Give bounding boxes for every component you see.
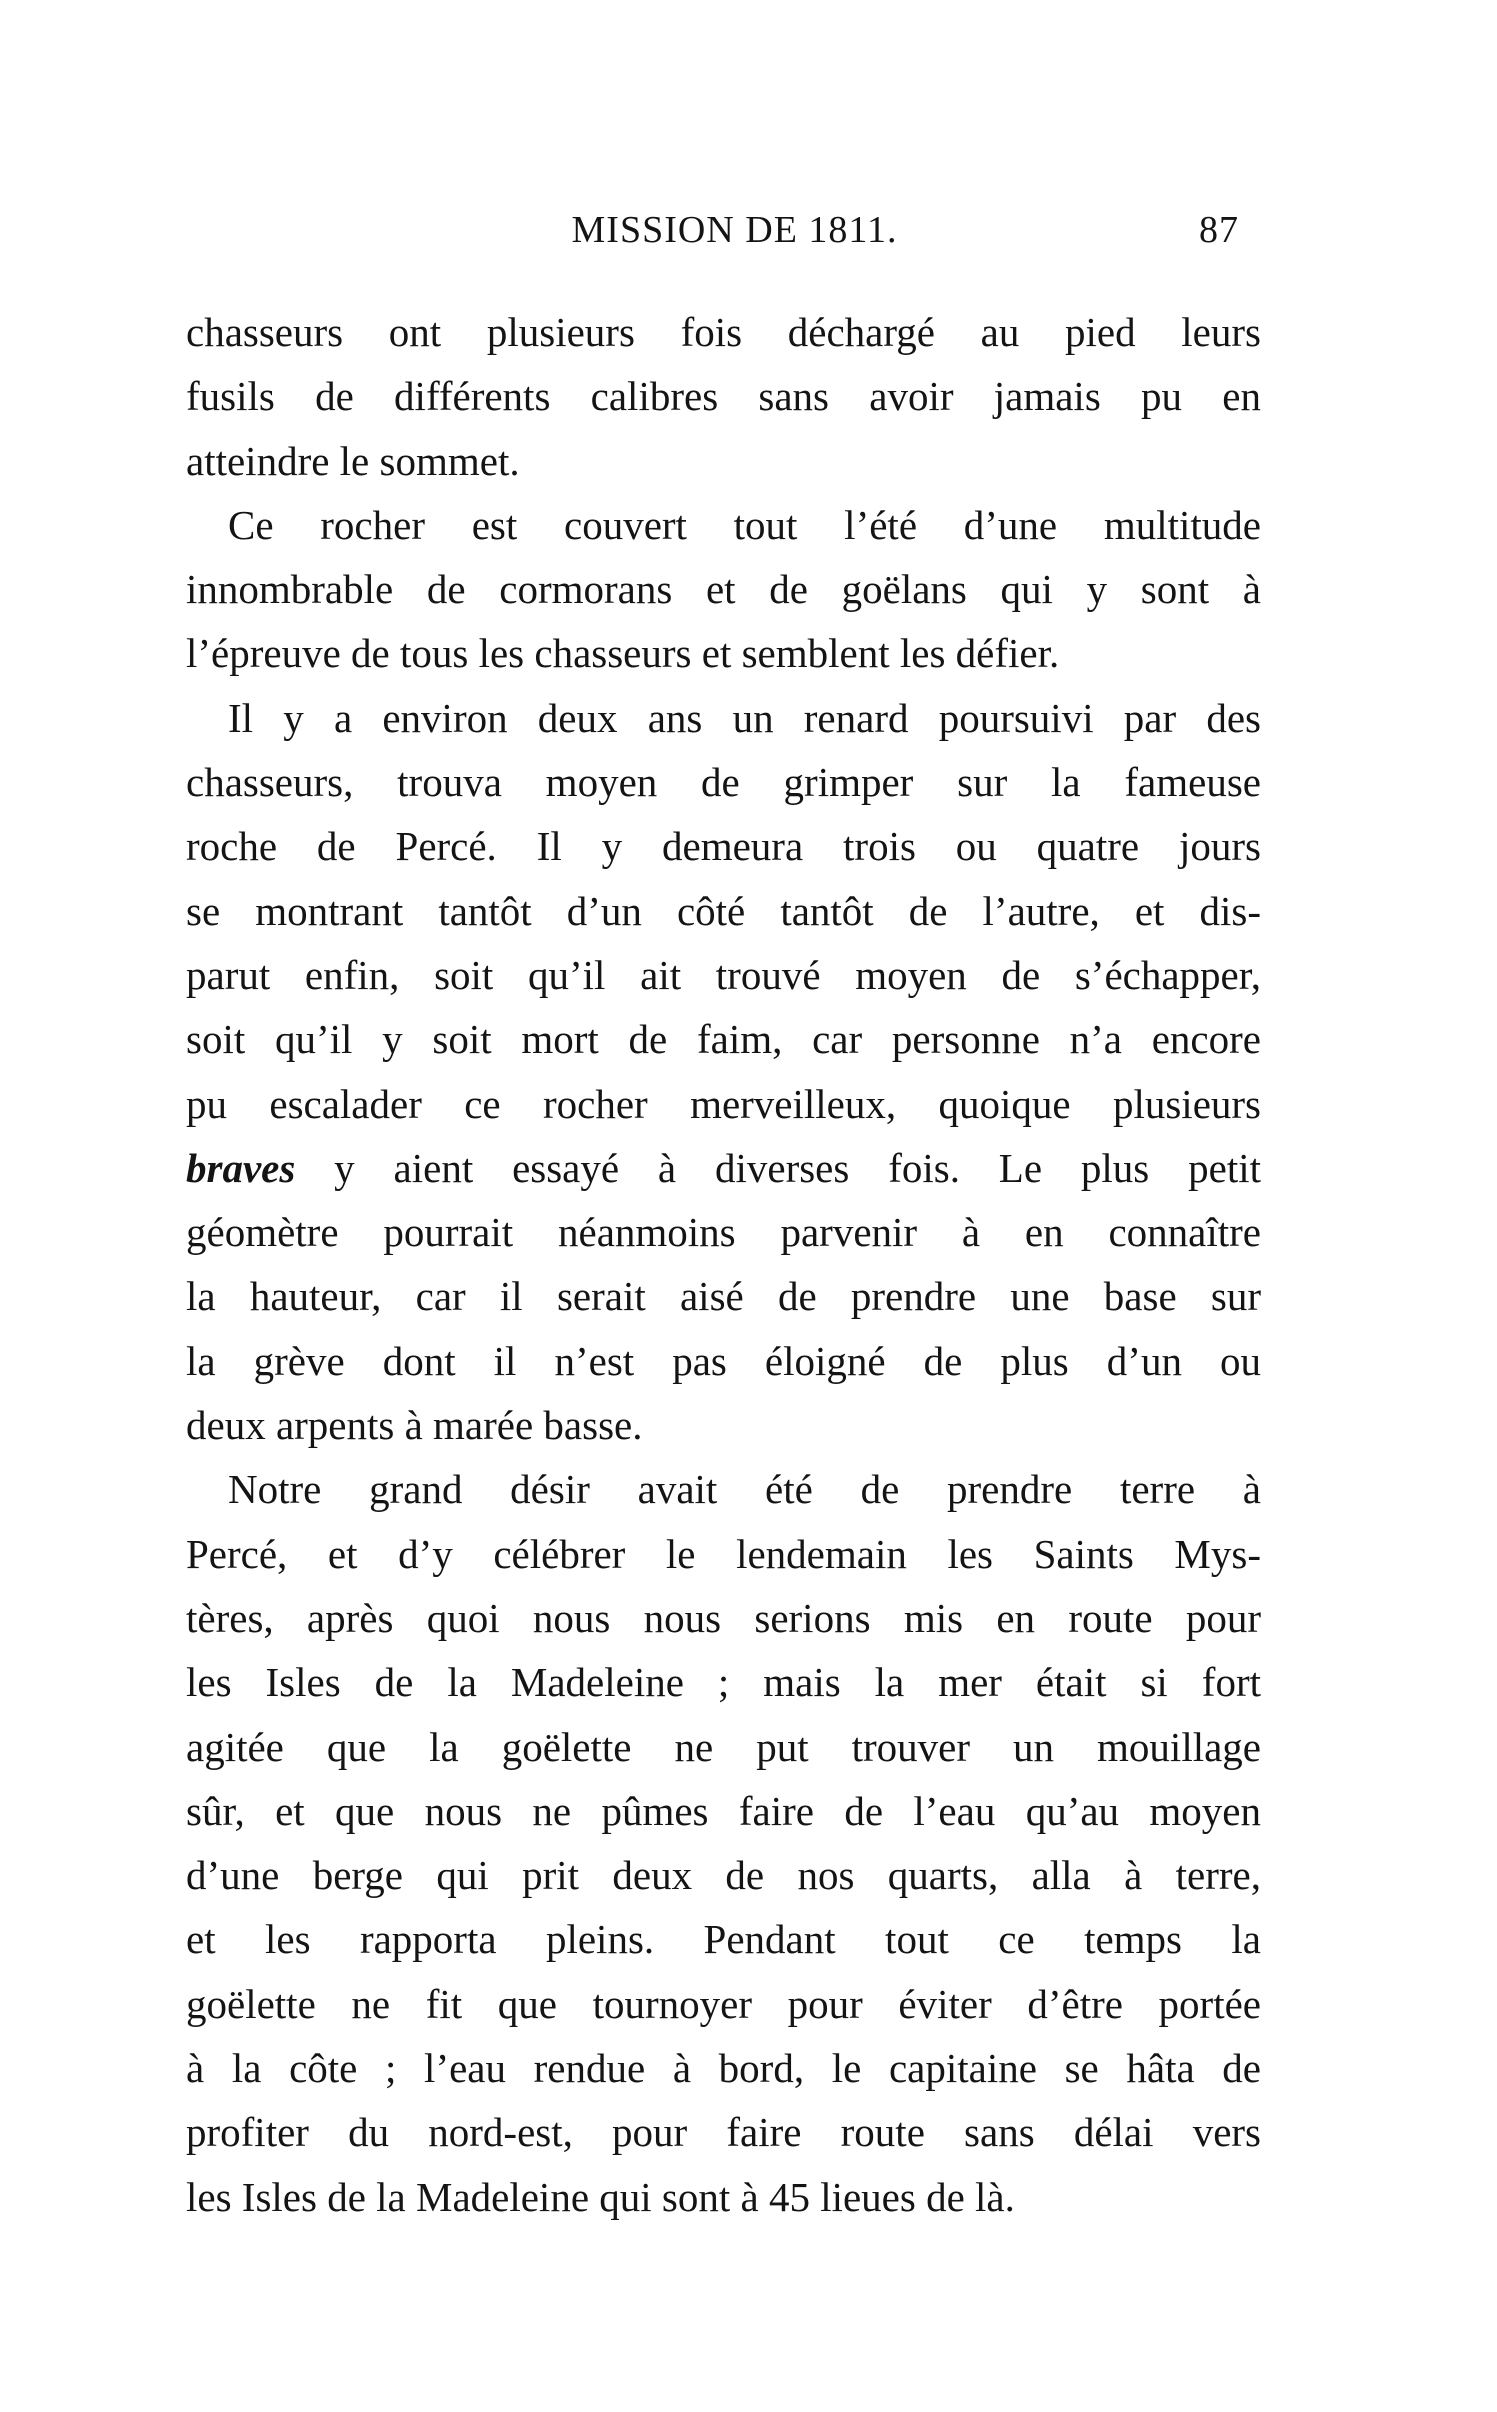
line-text: Ce rocher est couvert tout l’été d’une multitude <box>228 501 1261 548</box>
line-text: profiter du nord-est, pour faire route sans délai vers <box>186 2109 1261 2156</box>
line-text: chasseurs ont plusieurs fois déchargé au pied leurs <box>186 309 1261 355</box>
running-head <box>190 208 1239 258</box>
line-text: Notre grand désir avait été de prendre terre à <box>228 1466 1261 1513</box>
text-line <box>186 300 1261 364</box>
line-text: chasseurs, trouva moyen de grimper sur la fameuse <box>186 759 1261 806</box>
line-text: Il y a environ deux ans un renard poursuivi par des <box>228 694 1261 741</box>
line-text: deux arpents à marée basse. <box>186 1402 643 1449</box>
text-line <box>186 1264 1261 1328</box>
text-line <box>186 1779 1261 1843</box>
text-line <box>186 1650 1261 1714</box>
line-text: l’épreuve de tous les chasseurs et semblent les défier. <box>186 630 1060 677</box>
text-line <box>186 364 1261 428</box>
line-text: les Isles de la Madeleine ; mais la mer était si fort <box>186 1659 1261 1706</box>
line-text: d’une berge qui prit deux de nos quarts, alla à terre, <box>186 1852 1261 1899</box>
page-number: 87 <box>1199 209 1239 251</box>
line-text: sûr, et que nous ne pûmes faire de l’eau qu’au moyen <box>186 1787 1261 1834</box>
text-line <box>186 1907 1261 1971</box>
text-line <box>186 1393 1261 1457</box>
text-line <box>186 750 1261 814</box>
text-line <box>186 1522 1261 1586</box>
line-text: à la côte ; l’eau rendue à bord, le capitaine se hâta de <box>186 2045 1261 2092</box>
text-line <box>186 2165 1261 2229</box>
body-text <box>186 300 1261 2229</box>
text-line <box>186 2036 1261 2100</box>
text-line <box>186 1007 1261 1071</box>
line-text: la hauteur, car il serait aisé de prendre une base sur <box>186 1273 1261 1320</box>
line-text: fusils de différents calibres sans avoir jamais pu en <box>186 373 1261 420</box>
text-line <box>186 1457 1261 1521</box>
text-line <box>186 1715 1261 1779</box>
text-line <box>186 1972 1261 2036</box>
running-title: MISSION DE 1811. <box>571 209 898 251</box>
text-line <box>186 1586 1261 1650</box>
text-line <box>186 429 1261 493</box>
text-line <box>186 943 1261 1007</box>
line-text: agitée que la goëlette ne put trouver un mouillage <box>186 1723 1261 1770</box>
line-text: parut enfin, soit qu’il ait trouvé moyen de s’échapper, <box>186 951 1261 998</box>
line-text: soit qu’il y soit mort de faim, car personne n’a encore <box>186 1016 1261 1063</box>
emphasis: braves <box>186 1144 296 1191</box>
text-line <box>186 1136 1261 1200</box>
line-text: pu escalader ce rocher merveilleux, quoique plusieurs <box>186 1080 1261 1127</box>
text-line <box>186 814 1261 878</box>
text-line <box>186 1200 1261 1264</box>
line-text: les Isles de la Madeleine qui sont à 45 lieues de là. <box>186 2173 1015 2220</box>
text-line <box>186 557 1261 621</box>
text-line <box>186 1072 1261 1136</box>
text-line <box>186 2100 1261 2164</box>
line-text: atteindre le sommet. <box>186 437 520 484</box>
line-text: se montrant tantôt d’un côté tantôt de l’autre, et dis- <box>186 887 1261 934</box>
line-text: la grève dont il n’est pas éloigné de plus d’un ou <box>186 1337 1261 1384</box>
line-text: et les rapporta pleins. Pendant tout ce temps la <box>186 1916 1261 1963</box>
line-text: géomètre pourrait néanmoins parvenir à en connaître <box>186 1209 1261 1256</box>
text-line <box>186 1329 1261 1393</box>
line-text: Percé, et d’y célébrer le lendemain les Saints Mys- <box>186 1530 1261 1577</box>
line-text: y aient essayé à diverses fois. Le plus petit <box>295 1144 1261 1191</box>
line-text: roche de Percé. Il y demeura trois ou quatre jours <box>186 823 1261 870</box>
text-line <box>186 493 1261 557</box>
text-line <box>186 621 1261 685</box>
line-text: innombrable de cormorans et de goëlans qui y sont à <box>186 566 1261 613</box>
text-line <box>186 879 1261 943</box>
text-line <box>186 686 1261 750</box>
text-line <box>186 1843 1261 1907</box>
line-text: goëlette ne fit que tournoyer pour éviter d’être portée <box>186 1980 1261 2027</box>
line-text: tères, après quoi nous nous serions mis en route pour <box>186 1594 1261 1641</box>
